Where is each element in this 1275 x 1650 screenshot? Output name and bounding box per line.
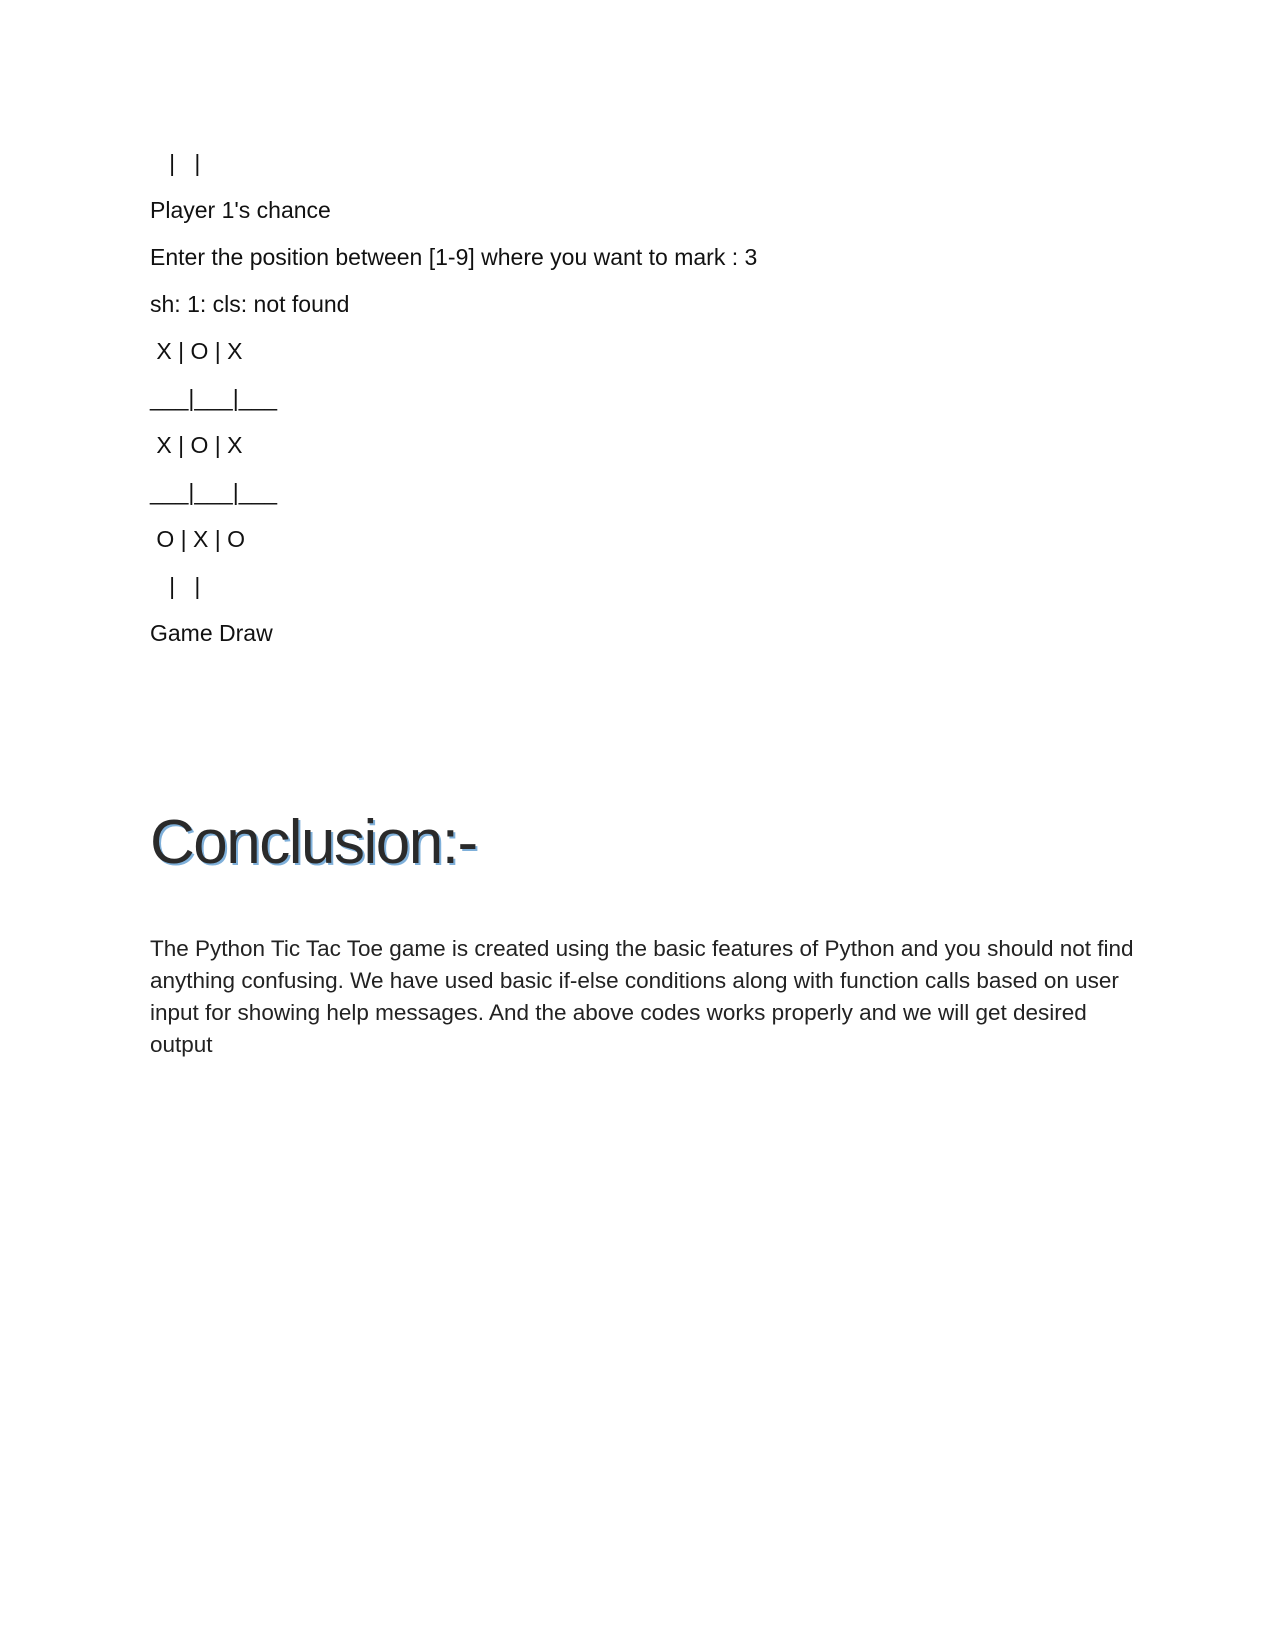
board-separator-1: ___|___|___: [150, 385, 278, 411]
board-separator-2: ___|___|___: [150, 479, 278, 505]
conclusion-paragraph: The Python Tic Tac Toe game is created using the basic features of Python and you should not find anything confusing. We have used basic if-else conditions along with function calls based on user input for showing help messages. And the above codes works properly and we will get desired output: [150, 936, 1134, 1057]
input-prompt-line: Enter the position between [1-9] where you want to mark : 3: [150, 244, 758, 270]
player-turn-line: Player 1's chance: [150, 197, 331, 223]
console-output: [150, 150, 1150, 667]
board-spacer-line: | |: [150, 150, 201, 176]
shell-error-line: sh: 1: cls: not found: [150, 291, 350, 317]
board-row-1: X | O | X: [150, 338, 243, 364]
board-spacer-line-bottom: | |: [150, 573, 201, 599]
game-result-line: Game Draw: [150, 620, 273, 646]
board-row-2: X | O | X: [150, 432, 243, 458]
conclusion-heading: Conclusion:-: [150, 808, 477, 877]
board-row-3: O | X | O: [150, 526, 246, 552]
